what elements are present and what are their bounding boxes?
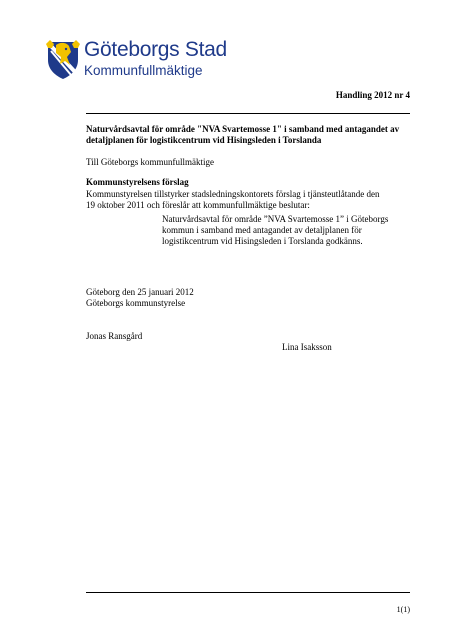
signatory-right: Lina Isaksson: [282, 342, 332, 352]
place-and-date: Göteborg den 25 januari 2012: [86, 287, 194, 297]
footer-divider: [86, 592, 410, 593]
decision-text: Naturvårdsavtal för område ”NVA Svartemosse 1” i Göteborgs kommun i samband med antagandet av detaljplanen för logistikcentrum vid Hisingsleden i Torslanda godkänns.: [162, 214, 389, 246]
issuing-board: Göteborgs kommunstyrelse: [86, 298, 186, 308]
organization-subtitle: Kommunfullmäktige: [84, 63, 203, 78]
header-divider: [86, 113, 410, 114]
section-body: Kommunstyrelsen tillstyrker stadsledningskontorets förslag i tjänsteutlåtande den 19 oktober 2011 och föreslår att kommunfullmäktige beslutar:: [86, 189, 380, 210]
goteborg-coat-of-arms-logo: [45, 40, 81, 80]
signatory-left: Jonas Ransgård: [86, 331, 143, 341]
document-title: Naturvårdsavtal för område "NVA Svartemosse 1" i samband med antagandet av detaljplanen för logistikcentrum vid Hisingsleden i Torslanda: [86, 124, 400, 145]
document-reference: Handling 2012 nr 4: [335, 90, 410, 100]
page-number: 1(1): [396, 605, 410, 614]
recipient-line: Till Göteborgs kommunfullmäktige: [86, 157, 215, 167]
organization-name: Göteborgs Stad: [84, 38, 227, 61]
section-heading: Kommunstyrelsens förslag: [86, 177, 189, 187]
